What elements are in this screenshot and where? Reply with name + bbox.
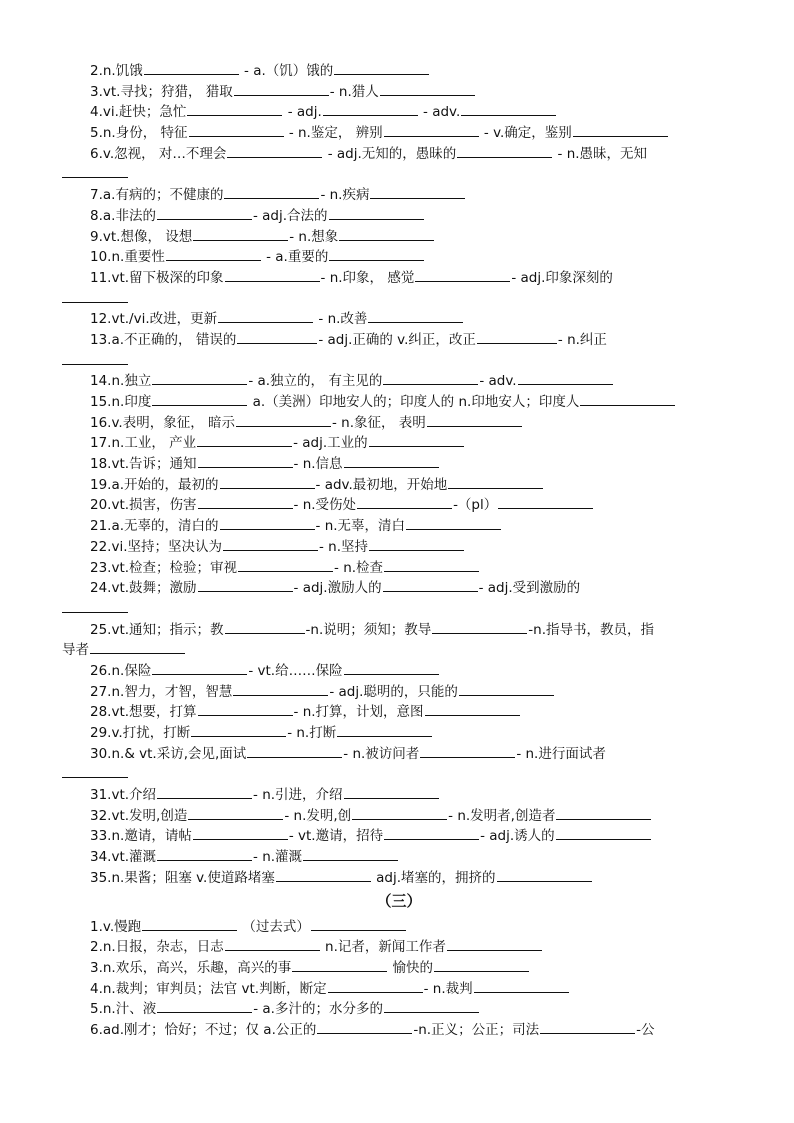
prompt-text: - adj.正确的 v.纠正，改正 bbox=[318, 331, 476, 348]
exercise-line bbox=[62, 226, 736, 247]
prompt-text: - n.裁判 bbox=[423, 980, 473, 997]
answer-blank[interactable] bbox=[197, 432, 292, 447]
prompt-text: 24.vt.鼓舞；激励 bbox=[90, 580, 197, 597]
exercise-line-continuation bbox=[62, 639, 736, 660]
prompt-text: - n.疾病 bbox=[320, 187, 370, 204]
exercise-line-continuation bbox=[62, 763, 736, 784]
exercise-line bbox=[62, 916, 736, 937]
prompt-text: - n.被访问者 bbox=[343, 745, 420, 762]
prompt-text: 16.v.表明，象征， 暗示 bbox=[90, 414, 235, 431]
answer-blank[interactable] bbox=[459, 681, 554, 696]
exercise-line bbox=[62, 246, 736, 267]
answer-blank[interactable] bbox=[142, 916, 237, 931]
exercise-line bbox=[62, 867, 736, 888]
prompt-text: - n.愚昧，无知 bbox=[553, 145, 648, 162]
exercise-line bbox=[62, 825, 736, 846]
prompt-text: - a.重要的 bbox=[261, 249, 329, 266]
prompt-text: （三） bbox=[376, 891, 422, 910]
prompt-text: - n.印象， 感觉 bbox=[320, 269, 415, 286]
exercise-line bbox=[62, 577, 736, 598]
answer-blank[interactable] bbox=[62, 350, 128, 365]
answer-blank[interactable] bbox=[384, 998, 479, 1013]
prompt-text: - n.灌溉 bbox=[253, 849, 303, 866]
prompt-text: 20.vt.损害，伤害 bbox=[90, 497, 197, 514]
prompt-text: - n.纠正 bbox=[557, 331, 607, 348]
exercise-line bbox=[62, 784, 736, 805]
prompt-text: 3.n.欢乐，高兴，乐趣，高兴的事 bbox=[90, 959, 292, 976]
prompt-text: 28.vt.想要，打算 bbox=[90, 704, 197, 721]
answer-blank[interactable] bbox=[157, 784, 252, 799]
prompt-text: 15.n.印度 bbox=[90, 394, 152, 410]
answer-blank[interactable] bbox=[62, 163, 128, 178]
exercise-line bbox=[62, 957, 736, 978]
section-heading bbox=[62, 890, 736, 914]
answer-blank[interactable] bbox=[144, 60, 239, 75]
prompt-text: 2.n.饥饿 bbox=[90, 63, 143, 79]
prompt-text: 4.n.裁判；审判员；法官 vt.判断，断定 bbox=[90, 980, 327, 997]
answer-blank[interactable] bbox=[384, 122, 479, 137]
answer-blank[interactable] bbox=[447, 936, 542, 951]
answer-blank[interactable] bbox=[556, 805, 651, 820]
prompt-text: - n.猎人 bbox=[329, 83, 379, 100]
prompt-text: 6.ad.刚才；恰好；不过；仅 a.公正的 bbox=[90, 1021, 317, 1038]
prompt-text: - n.改善 bbox=[314, 311, 368, 328]
exercise-line bbox=[62, 515, 736, 536]
exercise-line bbox=[62, 184, 736, 205]
exercise-line bbox=[62, 494, 736, 515]
prompt-text: 30.n.& vt.采访,会见,面试 bbox=[90, 745, 247, 762]
answer-blank[interactable] bbox=[247, 743, 342, 758]
answer-blank[interactable] bbox=[328, 978, 423, 993]
prompt-text: 3.vt.寻找；狩猎， 猎取 bbox=[90, 83, 233, 100]
prompt-text: 5.n.身份， 特征 bbox=[90, 125, 188, 142]
answer-blank[interactable] bbox=[329, 246, 424, 261]
answer-blank[interactable] bbox=[62, 288, 128, 303]
answer-blank[interactable] bbox=[191, 722, 286, 737]
answer-blank[interactable] bbox=[344, 784, 439, 799]
prompt-text: - vt.给……保险 bbox=[248, 662, 343, 679]
prompt-text: 26.n.保险 bbox=[90, 662, 152, 679]
prompt-text: 13.a.不正确的， 错误的 bbox=[90, 331, 237, 348]
answer-blank[interactable] bbox=[477, 329, 557, 344]
prompt-text: a.（美洲）印地安人的；印度人的 n.印地安人；印度人 bbox=[248, 394, 580, 410]
exercise-line bbox=[62, 536, 736, 557]
answer-blank[interactable] bbox=[556, 825, 651, 840]
exercise-line bbox=[62, 557, 736, 578]
answer-blank[interactable] bbox=[461, 101, 556, 116]
answer-blank[interactable] bbox=[166, 246, 261, 261]
exercise-line bbox=[62, 60, 736, 81]
exercise-line bbox=[62, 998, 736, 1019]
exercise-line-continuation bbox=[62, 163, 736, 184]
prompt-text: - a.独立的， 有主见的 bbox=[248, 373, 383, 390]
answer-blank[interactable] bbox=[317, 1019, 412, 1034]
prompt-text: 2.n.日报，杂志，日志 bbox=[90, 939, 224, 956]
exercise-line bbox=[62, 122, 736, 143]
answer-blank[interactable] bbox=[225, 619, 305, 634]
answer-blank[interactable] bbox=[383, 370, 478, 385]
exercise-line bbox=[62, 701, 736, 722]
prompt-text: 愉快的 bbox=[388, 959, 434, 976]
prompt-text: - n.检查 bbox=[334, 559, 384, 576]
answer-blank[interactable] bbox=[188, 805, 283, 820]
answer-blank[interactable] bbox=[157, 205, 252, 220]
exercise-line bbox=[62, 329, 736, 350]
answer-blank[interactable] bbox=[220, 515, 315, 530]
prompt-text: 18.vt.告诉；通知 bbox=[90, 456, 197, 473]
answer-blank[interactable] bbox=[352, 805, 447, 820]
answer-blank[interactable] bbox=[225, 267, 320, 282]
answer-blank[interactable] bbox=[384, 825, 479, 840]
exercise-line bbox=[62, 205, 736, 226]
prompt-text: - adv. bbox=[418, 104, 461, 121]
prompt-text: - n.无辜，清白 bbox=[315, 518, 406, 535]
prompt-text: - adj.印象深刻的 bbox=[511, 269, 613, 286]
answer-blank[interactable] bbox=[152, 660, 247, 675]
prompt-text: -n.说明；须知；教导 bbox=[305, 621, 432, 638]
prompt-text: - a.（饥）饿的 bbox=[239, 63, 334, 79]
prompt-text: 4.vi.赶快；急忙 bbox=[90, 104, 187, 121]
answer-blank[interactable] bbox=[344, 660, 439, 675]
prompt-text: 11.vt.留下极深的印象 bbox=[90, 269, 224, 286]
answer-blank[interactable] bbox=[234, 81, 329, 96]
answer-blank[interactable] bbox=[193, 226, 288, 241]
prompt-text: - adv. bbox=[479, 373, 517, 390]
answer-blank[interactable] bbox=[497, 867, 592, 882]
exercise-line bbox=[62, 1019, 736, 1040]
prompt-text: 导者 bbox=[62, 642, 89, 659]
prompt-text: - adv.最初地，开始地 bbox=[315, 476, 448, 493]
exercise-line-continuation bbox=[62, 288, 736, 309]
answer-blank[interactable] bbox=[198, 701, 293, 716]
answer-blank[interactable] bbox=[323, 101, 418, 116]
prompt-text: - n.受伤处 bbox=[293, 497, 357, 514]
prompt-text: 33.n.邀请，请帖 bbox=[90, 828, 192, 845]
answer-blank[interactable] bbox=[193, 825, 288, 840]
prompt-text: 12.vt./vi.改进，更新 bbox=[90, 311, 218, 328]
exercise-line bbox=[62, 619, 736, 640]
answer-blank[interactable] bbox=[276, 867, 371, 882]
answer-blank[interactable] bbox=[224, 184, 319, 199]
exercise-line bbox=[62, 805, 736, 826]
exercise-line bbox=[62, 660, 736, 681]
answer-blank[interactable] bbox=[369, 432, 464, 447]
exercise-line-continuation bbox=[62, 350, 736, 371]
prompt-text: - n.进行面试者 bbox=[516, 745, 606, 762]
exercise-line bbox=[62, 978, 736, 999]
prompt-text: 9.vt.想像， 设想 bbox=[90, 228, 193, 245]
exercise-line bbox=[62, 681, 736, 702]
prompt-text: 8.a.非法的 bbox=[90, 207, 156, 224]
prompt-text: - n.引进，介绍 bbox=[253, 787, 343, 804]
answer-blank[interactable] bbox=[427, 412, 522, 427]
prompt-text: - n.象征， 表明 bbox=[332, 414, 426, 431]
answer-blank[interactable] bbox=[370, 184, 465, 199]
answer-blank[interactable] bbox=[152, 391, 247, 406]
answer-blank[interactable] bbox=[580, 391, 675, 406]
answer-blank[interactable] bbox=[498, 494, 593, 509]
answer-blank[interactable] bbox=[383, 577, 478, 592]
prompt-text: 31.vt.介绍 bbox=[90, 787, 157, 804]
exercise-line bbox=[62, 143, 736, 164]
prompt-text: 5.n.汁、液 bbox=[90, 1001, 157, 1018]
answer-blank[interactable] bbox=[434, 957, 529, 972]
exercise-line bbox=[62, 412, 736, 433]
prompt-text: 1.v.慢跑 bbox=[90, 918, 142, 935]
answer-blank[interactable] bbox=[518, 370, 613, 385]
prompt-text: 34.vt.灌溉 bbox=[90, 849, 157, 866]
prompt-text: 29.v.打扰，打断 bbox=[90, 725, 191, 741]
answer-blank[interactable] bbox=[62, 763, 128, 778]
prompt-text: 10.n.重要性 bbox=[90, 249, 165, 266]
prompt-text: - adj.合法的 bbox=[252, 207, 328, 224]
answer-blank[interactable] bbox=[368, 308, 463, 323]
answer-blank[interactable] bbox=[540, 1019, 635, 1034]
answer-blank[interactable] bbox=[457, 143, 552, 158]
exercise-line bbox=[62, 743, 736, 764]
answer-blank[interactable] bbox=[157, 998, 252, 1013]
prompt-text: -（pl） bbox=[453, 497, 498, 514]
exercise-line bbox=[62, 474, 736, 495]
answer-blank[interactable] bbox=[311, 916, 406, 931]
answer-blank[interactable] bbox=[384, 557, 479, 572]
prompt-text: -公 bbox=[636, 1021, 655, 1038]
answer-blank[interactable] bbox=[236, 412, 331, 427]
prompt-text: - adj.诱人的 bbox=[480, 828, 555, 845]
prompt-text: 23.vt.检查；检验；审视 bbox=[90, 559, 238, 576]
prompt-text: - adj.激励人的 bbox=[293, 580, 382, 597]
answer-blank[interactable] bbox=[415, 267, 510, 282]
prompt-text: - n.发明,创 bbox=[284, 807, 352, 824]
prompt-text: - v.确定，鉴别 bbox=[479, 125, 572, 142]
exercise-line bbox=[62, 370, 736, 391]
answer-blank[interactable] bbox=[198, 494, 293, 509]
answer-blank[interactable] bbox=[225, 936, 320, 951]
exercise-line bbox=[62, 722, 736, 743]
answer-blank[interactable] bbox=[198, 577, 293, 592]
prompt-text: -n.正义；公正；司法 bbox=[413, 1021, 540, 1038]
exercise-line bbox=[62, 432, 736, 453]
prompt-text: adj.堵塞的，拥挤的 bbox=[371, 869, 496, 886]
prompt-text: - vt.邀请，招待 bbox=[288, 828, 384, 845]
prompt-text: （过去式） bbox=[238, 918, 310, 935]
prompt-text: 7.a.有病的；不健康的 bbox=[90, 187, 224, 204]
prompt-text: - a.多汁的；水分多的 bbox=[253, 1001, 383, 1018]
prompt-text: - n.信息 bbox=[293, 456, 343, 473]
prompt-text: n.记者，新闻工作者 bbox=[320, 939, 446, 956]
exercise-line bbox=[62, 81, 736, 102]
answer-blank[interactable] bbox=[227, 143, 322, 158]
prompt-text: -n.指导书，教员，指 bbox=[528, 621, 654, 638]
prompt-text: - adj.受到激励的 bbox=[478, 580, 581, 597]
answer-blank[interactable] bbox=[157, 846, 252, 861]
answer-blank[interactable] bbox=[329, 205, 424, 220]
prompt-text: - adj.工业的 bbox=[293, 435, 368, 452]
prompt-text: - n.想象 bbox=[289, 228, 339, 245]
answer-blank[interactable] bbox=[406, 515, 501, 530]
prompt-text: 27.n.智力，才智，智慧 bbox=[90, 683, 233, 700]
prompt-text: 22.vi.坚持；坚决认为 bbox=[90, 538, 223, 555]
answer-blank[interactable] bbox=[334, 60, 429, 75]
answer-blank[interactable] bbox=[238, 557, 333, 572]
answer-blank[interactable] bbox=[62, 598, 128, 613]
prompt-text: - n.鉴定， 辨别 bbox=[284, 125, 383, 142]
answer-blank[interactable] bbox=[218, 308, 313, 323]
exercise-line-continuation bbox=[62, 598, 736, 619]
answer-blank[interactable] bbox=[357, 494, 452, 509]
answer-blank[interactable] bbox=[344, 453, 439, 468]
answer-blank[interactable] bbox=[432, 619, 527, 634]
prompt-text: - n.发明者,创造者 bbox=[448, 807, 556, 824]
exercise-line bbox=[62, 267, 736, 288]
answer-blank[interactable] bbox=[448, 474, 543, 489]
exercise-line bbox=[62, 391, 736, 412]
prompt-text: 19.a.开始的，最初的 bbox=[90, 476, 219, 493]
answer-blank[interactable] bbox=[220, 474, 315, 489]
prompt-text: - n.打断 bbox=[287, 725, 337, 741]
answer-blank[interactable] bbox=[303, 846, 398, 861]
answer-blank[interactable] bbox=[237, 329, 317, 344]
prompt-text: - adj.聪明的，只能的 bbox=[329, 683, 458, 700]
answer-blank[interactable] bbox=[223, 536, 318, 551]
prompt-text: - n.坚持 bbox=[319, 538, 369, 555]
prompt-text: 17.n.工业， 产业 bbox=[90, 435, 197, 452]
answer-blank[interactable] bbox=[339, 226, 434, 241]
answer-blank[interactable] bbox=[198, 453, 293, 468]
answer-blank[interactable] bbox=[425, 701, 520, 716]
answer-blank[interactable] bbox=[380, 81, 475, 96]
answer-blank[interactable] bbox=[337, 722, 432, 737]
exercise-line bbox=[62, 453, 736, 474]
exercise-line bbox=[62, 846, 736, 867]
answer-blank[interactable] bbox=[233, 681, 328, 696]
exercise-line bbox=[62, 308, 736, 329]
prompt-text: - adj. bbox=[283, 104, 322, 121]
answer-blank[interactable] bbox=[152, 370, 247, 385]
answer-blank[interactable] bbox=[573, 122, 668, 137]
answer-blank[interactable] bbox=[474, 978, 569, 993]
prompt-text: 35.n.果酱；阻塞 v.使道路堵塞 bbox=[90, 869, 275, 886]
prompt-text: 6.v.忽视， 对…不理会 bbox=[90, 145, 227, 162]
prompt-text: - adj.无知的，愚昧的 bbox=[323, 145, 457, 162]
exercise-line bbox=[62, 101, 736, 122]
answer-blank[interactable] bbox=[292, 957, 387, 972]
answer-blank[interactable] bbox=[189, 122, 284, 137]
worksheet-page bbox=[62, 60, 736, 1040]
prompt-text: - n.打算，计划，意图 bbox=[293, 704, 424, 721]
prompt-text: 21.a.无辜的，清白的 bbox=[90, 518, 219, 535]
prompt-text: 14.n.独立 bbox=[90, 373, 152, 390]
answer-blank[interactable] bbox=[369, 536, 464, 551]
prompt-text: 32.vt.发明,创造 bbox=[90, 807, 188, 824]
prompt-text: 25.vt.通知；指示；教 bbox=[90, 621, 224, 638]
exercise-line bbox=[62, 936, 736, 957]
answer-blank[interactable] bbox=[187, 101, 282, 116]
answer-blank[interactable] bbox=[420, 743, 515, 758]
answer-blank[interactable] bbox=[90, 639, 185, 654]
